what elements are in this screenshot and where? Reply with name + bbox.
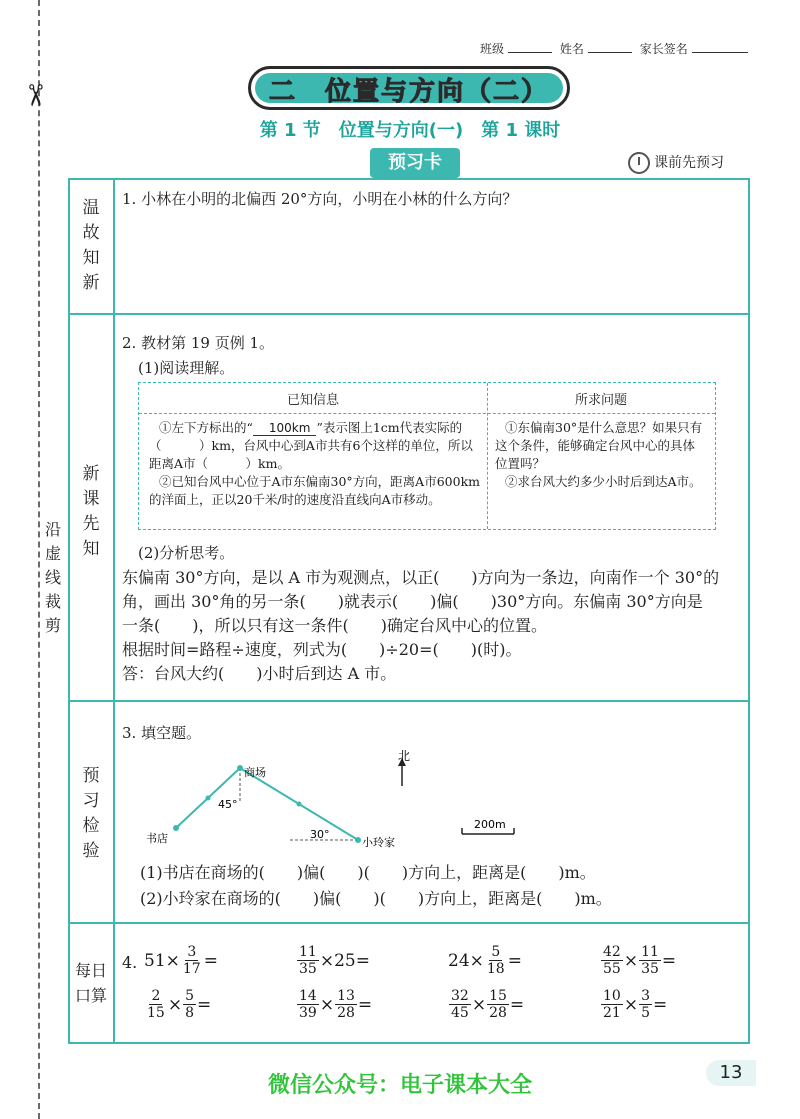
analysis-line-1: 东偏南 30°方向，是以 A 市为观测点，以正( )方向为一条边，向南作一个 30°的 [122, 568, 720, 587]
scissors-icon: ✂ [17, 82, 53, 109]
question-3-line-1: (1)书店在商场的( )偏( )( )方向上，距离是( )m。 [140, 863, 596, 882]
question-header: 所求问题 [574, 393, 627, 408]
known-info-cell: ①左下方标出的“ 100km ”表示图上1cm代表实际的（ ）km，台风中心到A市共有6个这样的单位，所以距离A市（ ）km。 ②已知台风中心位于A市东偏南30°方向，距离A市600km的洋面上，正以20千米/时的速度沿直线向A市移动。 [149, 420, 480, 507]
name-label: 姓名 [559, 42, 584, 56]
scale-mark-100km: 100km [253, 421, 317, 436]
page-number: 13 [706, 1060, 756, 1086]
mall-label: 商场 [244, 766, 266, 779]
chapter-title-box [248, 66, 570, 110]
wechat-watermark: 微信公众号：电子课本大全 [267, 1073, 532, 1098]
question-4-prefix: 4. [122, 953, 138, 972]
cut-dashed-line [38, 0, 40, 1119]
home-point [355, 837, 361, 843]
parent-signature-blank[interactable] [692, 43, 748, 53]
class-blank[interactable] [508, 43, 552, 53]
class-label: 班级 [480, 42, 505, 56]
scale-label: 200m [474, 818, 506, 831]
bookstore-label: 书店 [146, 832, 168, 845]
analysis-line-2: 角，画出 30°角的另一条( )就表示( )偏( )30°方向。东偏南 30°方向是 [122, 592, 703, 611]
analysis-line-4: 根据时间=路程÷速度，列式为( )÷20=( )(时)。 [122, 640, 522, 659]
section-label-daily: 每日 口算 [74, 961, 107, 1005]
parent-signature-label: 家长签名 [639, 42, 688, 56]
preview-card-tag: 预习卡 [370, 148, 460, 178]
cut-instruction: 沿虚线裁剪 [44, 520, 61, 635]
section-label-review: 温 故 知 新 [82, 198, 100, 293]
chapter-title: 二 位置与方向（二） [268, 77, 549, 107]
question-3-title: 3. 填空题。 [122, 724, 202, 742]
analysis-text [122, 566, 719, 686]
name-blank[interactable] [588, 43, 632, 53]
calc-1-4: $\frac{42}{55}$ × $\frac{11}{35}$ = [603, 944, 677, 977]
section-label-new-lesson: 新 课 先 知 [82, 464, 100, 559]
calc-2-3: $\frac{32}{45}$ × $\frac{15}{28}$ = [451, 988, 525, 1021]
question-2-sub2: (2)分析思考。 [138, 544, 235, 562]
section-divider-3 [68, 922, 750, 924]
question-1: 1. 小林在小明的北偏西 20°方向，小明在小林的什么方向？ [122, 190, 518, 208]
label-column-divider [113, 178, 115, 1044]
question-2-sub1: (1)阅读理解。 [138, 359, 235, 377]
angle-45-label: 45° [218, 798, 238, 811]
north-label: 北 [398, 749, 411, 763]
calc-1-3: 24× $\frac{5}{18}$ = [448, 944, 522, 977]
section-label-check: 预 习 检 验 [82, 766, 100, 861]
midpoint-b [297, 802, 302, 807]
known-info-header: 已知信息 [286, 393, 339, 408]
section-divider-2 [68, 700, 750, 702]
alarm-clock-icon [628, 152, 650, 174]
calc-1-2: $\frac{11}{35}$ ×25= [299, 944, 370, 977]
lesson-subtitle: 第 1 节 位置与方向(一) 第 1 课时 [259, 120, 561, 141]
section-divider-1 [68, 313, 750, 315]
question-3-line-2: (2)小玲家在商场的( )偏( )( )方向上，距离是( )m。 [140, 889, 612, 908]
midpoint-a [206, 796, 211, 801]
question-cell: ①东偏南30°是什么意思？如果只有这个条件，能够确定台风中心的具体位置吗？ ②求台风大约多少小时后到达A市。 [495, 420, 703, 489]
question-3-lines [140, 860, 612, 912]
preview-badge [628, 152, 724, 174]
bookstore-point [173, 825, 179, 831]
calc-2-2: $\frac{14}{39}$ × $\frac{13}{28}$ = [299, 988, 373, 1021]
home-label: 小玲家 [362, 836, 395, 849]
calc-2-4: $\frac{10}{21}$ × $\frac{3}{5}$ = [603, 988, 668, 1021]
analysis-answer: 答：台风大约( )小时后到达 A 市。 [122, 664, 397, 683]
student-info-line [480, 40, 752, 57]
analysis-line-3: 一条( )，所以只有这一条件( )确定台风中心的位置。 [122, 616, 547, 635]
calc-2-1: $\frac{2}{15}$ × $\frac{5}{8}$ = [147, 988, 212, 1021]
calc-1-1: 51× $\frac{3}{17}$ = [144, 944, 218, 977]
direction-diagram [130, 740, 570, 855]
mall-point [237, 765, 243, 771]
preview-badge-text: 课前先预习 [654, 155, 724, 171]
info-table [138, 382, 716, 530]
question-2-title: 2. 教材第 19 页例 1。 [122, 334, 275, 352]
angle-30-label: 30° [310, 828, 330, 841]
